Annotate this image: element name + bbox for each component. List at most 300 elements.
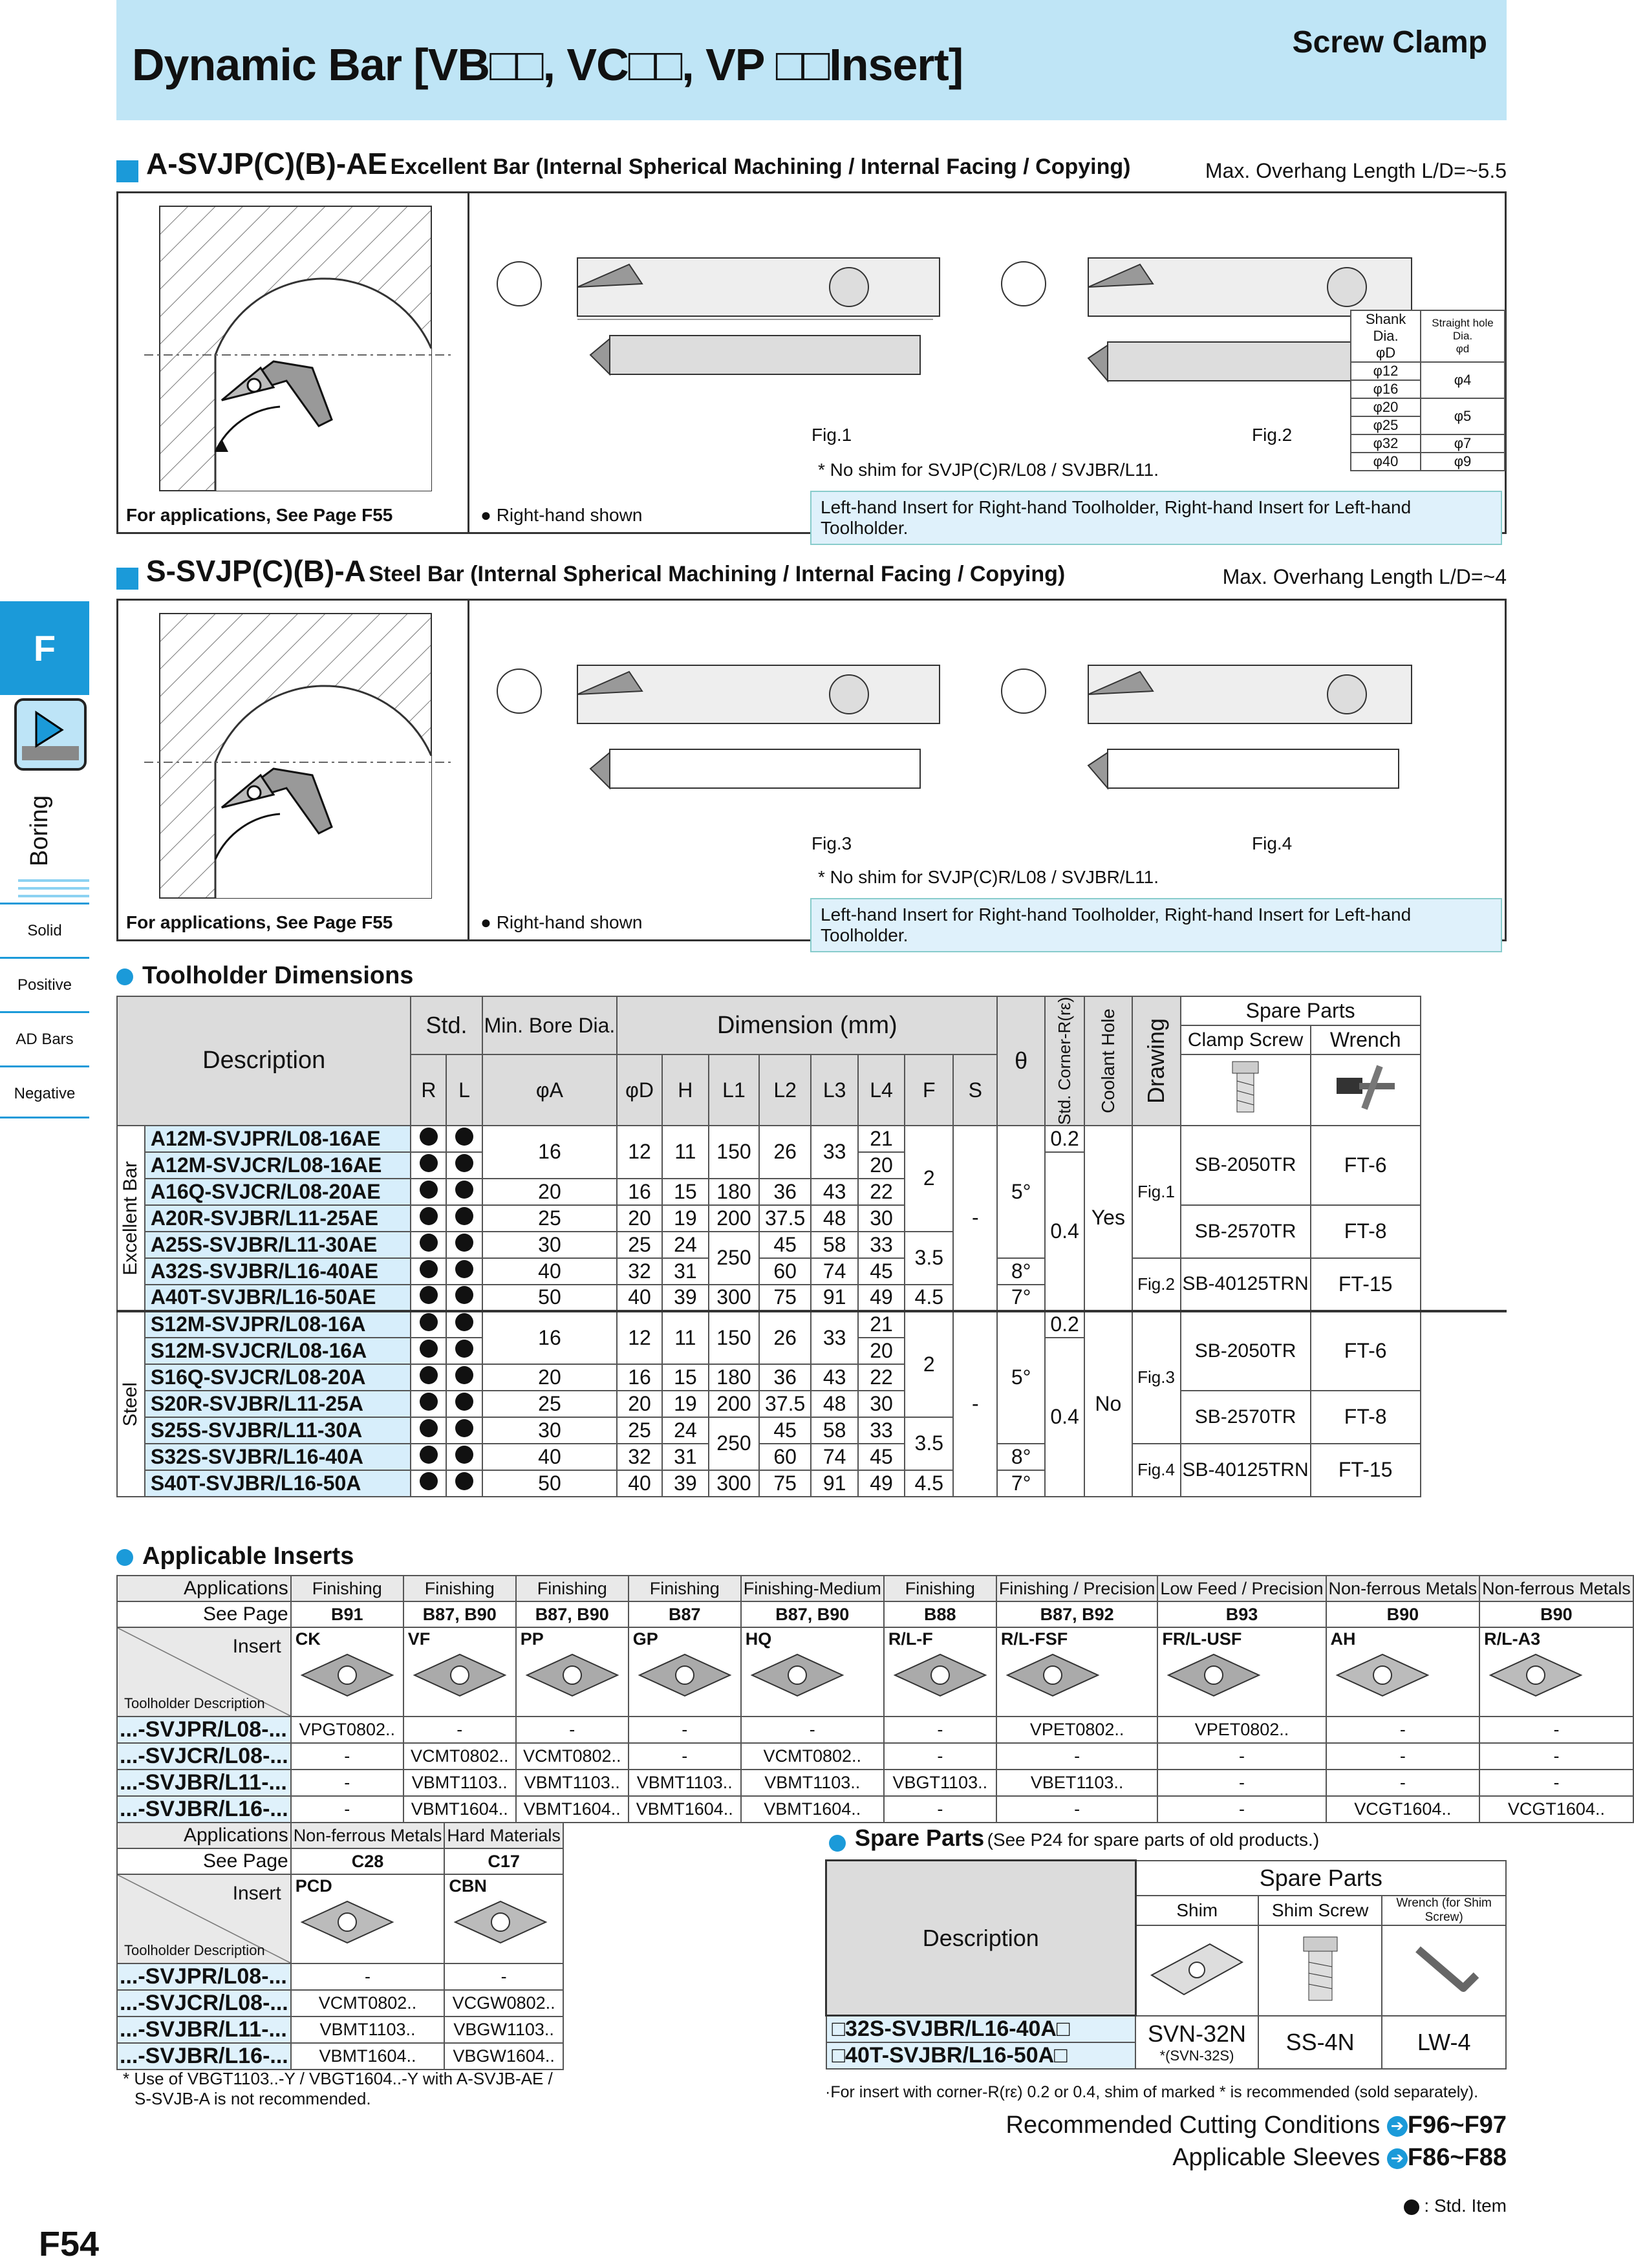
table-cell: - — [291, 1796, 403, 1823]
table-cell: - — [629, 1743, 741, 1770]
table-cell: Drawing — [1143, 1018, 1170, 1104]
table-cell — [1351, 310, 1421, 362]
section1-bore-diagram — [118, 193, 461, 530]
table-cell: φ7 — [1421, 434, 1505, 453]
table-cell: Wrench (for Shim Screw) — [1382, 1896, 1506, 1925]
table-cell — [411, 1470, 446, 1497]
section2-lh-note: Left-hand Insert for Right-hand Toolholder, Right-hand Insert for Left-hand Toolholder. — [810, 898, 1502, 952]
table-cell: Std. Corner-R(rε) — [1055, 997, 1075, 1125]
table-row — [1351, 453, 1505, 471]
bullet-icon — [116, 968, 133, 985]
table-cell: 30 — [482, 1232, 618, 1258]
table-cell: Insert — [232, 1883, 281, 1904]
table-cell: H — [662, 1054, 709, 1126]
section1-panel — [116, 191, 1507, 538]
table-cell: FT-15 — [1311, 1258, 1421, 1311]
table-cell: 26 — [759, 1311, 812, 1364]
table-cell — [117, 1874, 291, 1963]
table-cell: VCMT0802.. — [403, 1743, 516, 1770]
table-cell: 0.4 — [1045, 1338, 1084, 1497]
table-cell: φ16 — [1351, 380, 1421, 398]
table-cell: 20 — [858, 1152, 905, 1179]
table-cell: VBMT1604.. — [629, 1796, 741, 1823]
table-cell: 91 — [811, 1470, 857, 1497]
fig3-label: Fig.3 — [812, 833, 852, 853]
table-cell: φ5 — [1421, 398, 1505, 434]
table-cell: Shim — [1135, 1896, 1258, 1925]
table-cell: - — [996, 1796, 1158, 1823]
shim-screw-icon — [1258, 1925, 1382, 2016]
applicable-sleeves-link[interactable]: Applicable Sleeves ➔ F86~F88 — [1172, 2144, 1507, 2171]
table-cell: θ — [997, 996, 1045, 1126]
table-cell: - — [291, 1743, 403, 1770]
table-cell: 40 — [617, 1470, 661, 1497]
table-cell — [411, 1152, 446, 1179]
fig1-label: Fig.1 — [812, 425, 852, 445]
table-cell: L1 — [709, 1054, 759, 1126]
arrow-right-icon: ➔ — [1387, 2116, 1408, 2137]
table-cell — [446, 1311, 482, 1338]
table-cell: Applications — [117, 1823, 291, 1848]
table-cell: VCGT1604.. — [1326, 1796, 1480, 1823]
table-cell — [411, 1364, 446, 1391]
table-row — [117, 1391, 1507, 1417]
table-row — [1351, 434, 1505, 453]
table-cell: F — [905, 1054, 953, 1126]
table-cell: B87 — [629, 1601, 741, 1627]
table-cell: 0.4 — [1045, 1152, 1084, 1311]
section2-right-hand: ● Right-hand shown — [480, 912, 643, 932]
table-cell: 91 — [811, 1285, 857, 1311]
section1-name: Excellent Bar (Internal Spherical Machining / Internal Facing / Copying) — [390, 155, 1131, 179]
table-row — [1351, 310, 1505, 362]
table-cell — [411, 1311, 446, 1338]
table-cell: VBMT1604.. — [741, 1796, 884, 1823]
table-cell: φ12 — [1351, 362, 1421, 380]
std-item-dot — [455, 1234, 473, 1252]
dims-heading: Toolholder Dimensions — [116, 962, 413, 990]
std-item-dot — [455, 1154, 473, 1172]
insert-ah — [1326, 1627, 1480, 1717]
table-cell: 16 — [617, 1179, 661, 1205]
table-cell: 24 — [662, 1232, 709, 1258]
table-cell: ...-SVJBR/L11-... — [117, 1770, 291, 1796]
std-item-dot — [455, 1128, 473, 1146]
fig4-label: Fig.4 — [1252, 833, 1293, 853]
table-cell: SB-2050TR — [1181, 1126, 1311, 1205]
table-cell: S16Q-SVJCR/L08-20A — [145, 1364, 411, 1391]
table-row — [117, 996, 1507, 1025]
table-cell: B87, B92 — [996, 1601, 1158, 1627]
table-cell: - — [953, 1311, 997, 1497]
table-cell: VCGT1604.. — [1479, 1796, 1633, 1823]
table-cell: VF — [407, 1629, 431, 1649]
table-cell: Steel — [120, 1382, 142, 1427]
table-row — [117, 1576, 1633, 1601]
sidebar-item-negative[interactable]: Negative — [0, 1065, 89, 1118]
table-cell: A20R-SVJBR/L11-25AE — [145, 1205, 411, 1232]
table-cell: Fig.2 — [1132, 1258, 1181, 1311]
table-cell: SB-2570TR — [1181, 1391, 1311, 1444]
table-row — [117, 1874, 563, 1963]
table-cell: 33 — [858, 1417, 905, 1444]
table-cell: Insert — [232, 1636, 281, 1657]
std-item-dot — [455, 1366, 473, 1384]
table-cell: ...-SVJBR/L11-... — [117, 2017, 291, 2043]
table-cell: 15 — [662, 1179, 709, 1205]
insert-fsf — [996, 1627, 1158, 1717]
table-cell: SB-40125TRN — [1181, 1444, 1311, 1497]
table-cell: ...-SVJBR/L16-... — [117, 2043, 291, 2070]
table-cell: - — [1326, 1743, 1480, 1770]
sidebar-item-ad-bars[interactable]: AD Bars — [0, 1011, 89, 1064]
table-row — [1351, 398, 1505, 416]
table-row — [117, 1444, 1507, 1470]
table-cell: 0.2 — [1045, 1126, 1084, 1152]
bullet-icon — [116, 1549, 133, 1566]
table-cell: 25 — [617, 1232, 661, 1258]
table-cell: Coolant Hole — [1097, 1009, 1118, 1113]
table-cell: 25 — [482, 1205, 618, 1232]
table-cell: ...-SVJPR/L08-... — [117, 1717, 291, 1743]
insert-pcd — [291, 1874, 445, 1963]
insert-usf — [1157, 1627, 1326, 1717]
table-cell: VCMT0802.. — [516, 1743, 629, 1770]
table-cell: A12M-SVJPR/L08-16AE — [145, 1126, 411, 1152]
table-cell: - — [444, 1963, 563, 1990]
table-cell: - — [516, 1717, 629, 1743]
table-cell: - — [953, 1126, 997, 1311]
table-cell: VBGW1604.. — [444, 2043, 563, 2070]
table-cell: PCD — [295, 1876, 332, 1896]
table-row — [117, 1990, 563, 2017]
table-cell — [1421, 310, 1505, 362]
insert-ck — [291, 1627, 403, 1717]
table-cell: S12M-SVJCR/L08-16A — [145, 1338, 411, 1364]
table-row — [117, 1601, 1633, 1627]
table-cell: B88 — [884, 1601, 996, 1627]
table-cell: 2 — [905, 1311, 953, 1417]
table-cell: Spare Parts — [1135, 1861, 1506, 1896]
table-cell: R/L-A3 — [1484, 1629, 1541, 1649]
table-cell: 11 — [662, 1311, 709, 1364]
bullet-icon — [829, 1835, 846, 1852]
table-cell: - — [291, 1963, 445, 1990]
table-cell: 43 — [811, 1179, 857, 1205]
table-cell: 36 — [759, 1179, 812, 1205]
table-cell: φd — [1456, 343, 1470, 355]
table-cell: Spare Parts — [1181, 996, 1421, 1025]
table-cell: B87, B90 — [741, 1601, 884, 1627]
std-item-dot — [420, 1419, 438, 1437]
table-cell: φ9 — [1421, 453, 1505, 471]
recommended-cutting-link[interactable]: Recommended Cutting Conditions ➔ F96~F97 — [1005, 2112, 1507, 2139]
table-cell: PP — [520, 1629, 544, 1649]
table-cell — [411, 1179, 446, 1205]
section1-shim-note: * No shim for SVJP(C)R/L08 / SVJBR/L11. — [818, 460, 1159, 480]
section2-applications: For applications, See Page F55 — [126, 912, 393, 932]
insert-vf — [403, 1627, 516, 1717]
table-cell: - — [1479, 1717, 1633, 1743]
table-cell: 32 — [617, 1258, 661, 1285]
table-cell: 37.5 — [759, 1205, 812, 1232]
std-item-dot — [1404, 2199, 1419, 2215]
table-row — [117, 1770, 1633, 1796]
table-cell: - — [1157, 1743, 1326, 1770]
table-cell: 40 — [482, 1258, 618, 1285]
table-cell: 250 — [709, 1417, 759, 1470]
table-cell: L3 — [811, 1054, 857, 1126]
inserts-heading: Applicable Inserts — [116, 1543, 354, 1570]
arrow-right-icon: ➔ — [1387, 2148, 1408, 2169]
table-cell: 150 — [709, 1311, 759, 1364]
insert-pp — [516, 1627, 629, 1717]
table-cell: 150 — [709, 1126, 759, 1179]
table-cell: 5° — [997, 1126, 1045, 1258]
table-cell: - — [996, 1743, 1158, 1770]
sidebar-item-solid[interactable]: Solid — [0, 903, 89, 956]
table-row — [117, 2043, 563, 2070]
table-cell: 21 — [858, 1126, 905, 1152]
table-cell: Dimension (mm) — [617, 996, 997, 1054]
spare-parts-note: ·For insert with corner-R(rε) 0.2 or 0.4, shim of marked * is recommended (sold separately). — [825, 2083, 1479, 2101]
table-cell: 0.2 — [1045, 1311, 1084, 1338]
table-cell: R/L-F — [888, 1629, 933, 1649]
table-cell: φD — [617, 1054, 661, 1126]
insert-gp — [629, 1627, 741, 1717]
table-cell: FT-6 — [1311, 1311, 1421, 1391]
table-cell: - — [1479, 1743, 1633, 1770]
table-cell: 20 — [617, 1205, 661, 1232]
table-cell: A40T-SVJBR/L16-50AE — [145, 1285, 411, 1311]
table-cell: 32 — [617, 1444, 661, 1470]
section2-panel — [116, 599, 1507, 945]
shank-dia-table — [1350, 310, 1505, 471]
std-item-dot — [455, 1446, 473, 1464]
table-cell: 31 — [662, 1444, 709, 1470]
std-item-dot — [420, 1154, 438, 1172]
table-cell: VBMT1103.. — [403, 1770, 516, 1796]
table-cell: - — [884, 1717, 996, 1743]
table-cell: A16Q-SVJCR/L08-20AE — [145, 1179, 411, 1205]
spare-parts-table — [825, 1859, 1507, 2070]
table-cell: 26 — [759, 1126, 812, 1179]
table-cell: FT-15 — [1311, 1444, 1421, 1497]
table-cell: 39 — [662, 1285, 709, 1311]
table-cell: FR/L-USF — [1162, 1629, 1242, 1649]
section2-bore-diagram — [118, 601, 461, 937]
table-cell: 21 — [858, 1311, 905, 1338]
table-cell — [411, 1258, 446, 1285]
std-item-dot — [420, 1128, 438, 1146]
table-cell: L — [446, 1054, 482, 1126]
table-cell: FT-6 — [1311, 1126, 1421, 1205]
table-cell: Description — [826, 1861, 1136, 2016]
table-cell — [411, 1126, 446, 1152]
table-row — [117, 1823, 563, 1848]
table-cell — [446, 1205, 482, 1232]
insert-cbn — [444, 1874, 563, 1963]
table-cell: 250 — [709, 1232, 759, 1285]
table-cell: B90 — [1479, 1601, 1633, 1627]
table-cell: 3.5 — [905, 1232, 953, 1285]
table-cell: - — [884, 1743, 996, 1770]
table-cell: Wrench — [1311, 1025, 1421, 1054]
table-row — [117, 1258, 1507, 1285]
std-item-dot — [455, 1419, 473, 1437]
table-row — [117, 1743, 1633, 1770]
table-cell: Low Feed / Precision — [1157, 1576, 1326, 1601]
section2-code: S-SVJP(C)(B)-A — [146, 554, 366, 588]
wrench-icon — [1311, 1054, 1421, 1126]
table-cell — [446, 1232, 482, 1258]
page-title: Dynamic Bar [VB□□, VC□□, VP □□Insert] — [132, 39, 963, 90]
std-item-dot — [455, 1181, 473, 1199]
table-cell: *(SVN-32S) — [1159, 2047, 1234, 2064]
applicable-inserts-table — [116, 1575, 1634, 1823]
table-cell: A32S-SVJBR/L16-40AE — [145, 1258, 411, 1285]
shim-icon — [1135, 1925, 1258, 2016]
table-cell: Toolholder Description — [124, 1695, 265, 1711]
inserts-footnote: * Use of VBGT1103..-Y / VBGT1604..-Y with A-SVJB-AE / S-SVJB-A is not recommended. — [123, 2069, 553, 2108]
table-cell: 300 — [709, 1285, 759, 1311]
table-cell: Toolholder Description — [124, 1942, 265, 1958]
table-cell: 45 — [858, 1258, 905, 1285]
table-cell: φD — [1375, 345, 1396, 361]
table-cell: Finishing — [516, 1576, 629, 1601]
std-item-dot — [420, 1446, 438, 1464]
table-row — [1351, 362, 1505, 380]
table-cell: 180 — [709, 1364, 759, 1391]
table-cell — [1045, 996, 1084, 1126]
section-tab-f[interactable]: F — [0, 601, 89, 695]
sidebar-item-positive[interactable]: Positive — [0, 957, 89, 1010]
section1-applications: For applications, See Page F55 — [126, 505, 393, 525]
table-cell: 36 — [759, 1364, 812, 1391]
table-cell: 16 — [617, 1364, 661, 1391]
section2-fig4-diagram — [985, 626, 1450, 795]
table-cell: 19 — [662, 1205, 709, 1232]
section1-fig1-diagram — [480, 219, 985, 387]
table-cell: - — [1326, 1717, 1480, 1743]
table-cell: 45 — [759, 1417, 812, 1444]
table-cell: φ32 — [1351, 434, 1421, 453]
std-item-dot — [455, 1472, 473, 1490]
table-cell: See Page — [117, 1848, 291, 1874]
table-cell: Fig.4 — [1132, 1444, 1181, 1497]
table-cell: - — [291, 1770, 403, 1796]
table-cell: 16 — [482, 1311, 618, 1364]
table-cell: φ4 — [1421, 362, 1505, 398]
spare-parts-heading: Spare Parts (See P24 for spare parts of old products.) — [829, 1824, 1319, 1852]
fig2-label: Fig.2 — [1252, 425, 1293, 445]
table-cell — [1132, 996, 1181, 1126]
table-cell — [446, 1152, 482, 1179]
table-cell: 20 — [858, 1338, 905, 1364]
table-cell: 50 — [482, 1285, 618, 1311]
table-cell: 25 — [482, 1391, 618, 1417]
table-cell: SB-2050TR — [1181, 1311, 1311, 1391]
table-cell: A25S-SVJBR/L11-30AE — [145, 1232, 411, 1258]
table-cell: 74 — [811, 1444, 857, 1470]
table-row — [117, 2017, 563, 2043]
table-cell: φ40 — [1351, 453, 1421, 471]
section2-shim-note: * No shim for SVJP(C)R/L08 / SVJBR/L11. — [818, 867, 1159, 887]
table-cell: FT-8 — [1311, 1205, 1421, 1258]
table-cell: VBMT1604.. — [516, 1796, 629, 1823]
table-cell: 33 — [811, 1311, 857, 1364]
table-cell: VCGW0802.. — [444, 1990, 563, 2017]
section1-code: A-SVJP(C)(B)-AE — [146, 147, 388, 180]
std-item-dot — [420, 1366, 438, 1384]
table-cell: 12 — [617, 1311, 661, 1364]
section1-overhang: Max. Overhang Length L/D=~5.5 — [1205, 159, 1507, 182]
table-cell: S20R-SVJBR/L11-25A — [145, 1391, 411, 1417]
table-cell: Shim Screw — [1258, 1896, 1382, 1925]
table-cell: HQ — [745, 1629, 772, 1649]
table-cell: SB-2570TR — [1181, 1205, 1311, 1258]
table-cell: Fig.3 — [1132, 1311, 1181, 1444]
table-cell: - — [1157, 1796, 1326, 1823]
table-cell: 58 — [811, 1417, 857, 1444]
table-cell: Finishing — [403, 1576, 516, 1601]
table-cell — [446, 1391, 482, 1417]
table-cell: φ25 — [1351, 416, 1421, 434]
table-cell — [411, 1444, 446, 1470]
table-cell: Non-ferrous Metals — [1479, 1576, 1633, 1601]
table-cell — [446, 1179, 482, 1205]
table-cell: 30 — [858, 1205, 905, 1232]
table-cell: C17 — [444, 1848, 563, 1874]
table-cell: VBMT1604.. — [291, 2043, 445, 2070]
table-cell: 200 — [709, 1391, 759, 1417]
table-cell — [117, 1627, 291, 1717]
insert-a3 — [1479, 1627, 1633, 1717]
table-cell: - — [884, 1796, 996, 1823]
table-cell — [446, 1470, 482, 1497]
table-cell: See Page — [117, 1601, 291, 1627]
table-cell: 12 — [617, 1126, 661, 1179]
table-cell: Clamp Screw — [1181, 1025, 1311, 1054]
table-cell: Fig.1 — [1132, 1126, 1181, 1258]
table-cell: A12M-SVJCR/L08-16AE — [145, 1152, 411, 1179]
table-cell: S — [953, 1054, 997, 1126]
std-item-dot — [455, 1393, 473, 1411]
std-item-dot — [420, 1313, 438, 1331]
table-cell — [117, 1311, 145, 1497]
table-cell: 11 — [662, 1126, 709, 1179]
table-cell: Shank Dia. — [1365, 311, 1406, 344]
divider — [18, 895, 89, 897]
boring-icon — [14, 698, 87, 771]
table-cell: - — [403, 1717, 516, 1743]
table-cell: 49 — [858, 1285, 905, 1311]
table-cell: Applications — [117, 1576, 291, 1601]
table-cell: 5° — [997, 1311, 1045, 1444]
table-cell: 8° — [997, 1444, 1045, 1470]
table-cell: 75 — [759, 1285, 812, 1311]
table-cell: 4.5 — [905, 1470, 953, 1497]
table-cell: 45 — [759, 1232, 812, 1258]
table-cell: CK — [295, 1629, 321, 1649]
table-cell: AH — [1330, 1629, 1356, 1649]
std-item-dot — [420, 1181, 438, 1199]
table-cell: 37.5 — [759, 1391, 812, 1417]
table-cell: R — [411, 1054, 446, 1126]
table-cell: SB-40125TRN — [1181, 1258, 1311, 1311]
table-cell: ...-SVJBR/L16-... — [117, 1796, 291, 1823]
std-item-dot — [420, 1472, 438, 1490]
